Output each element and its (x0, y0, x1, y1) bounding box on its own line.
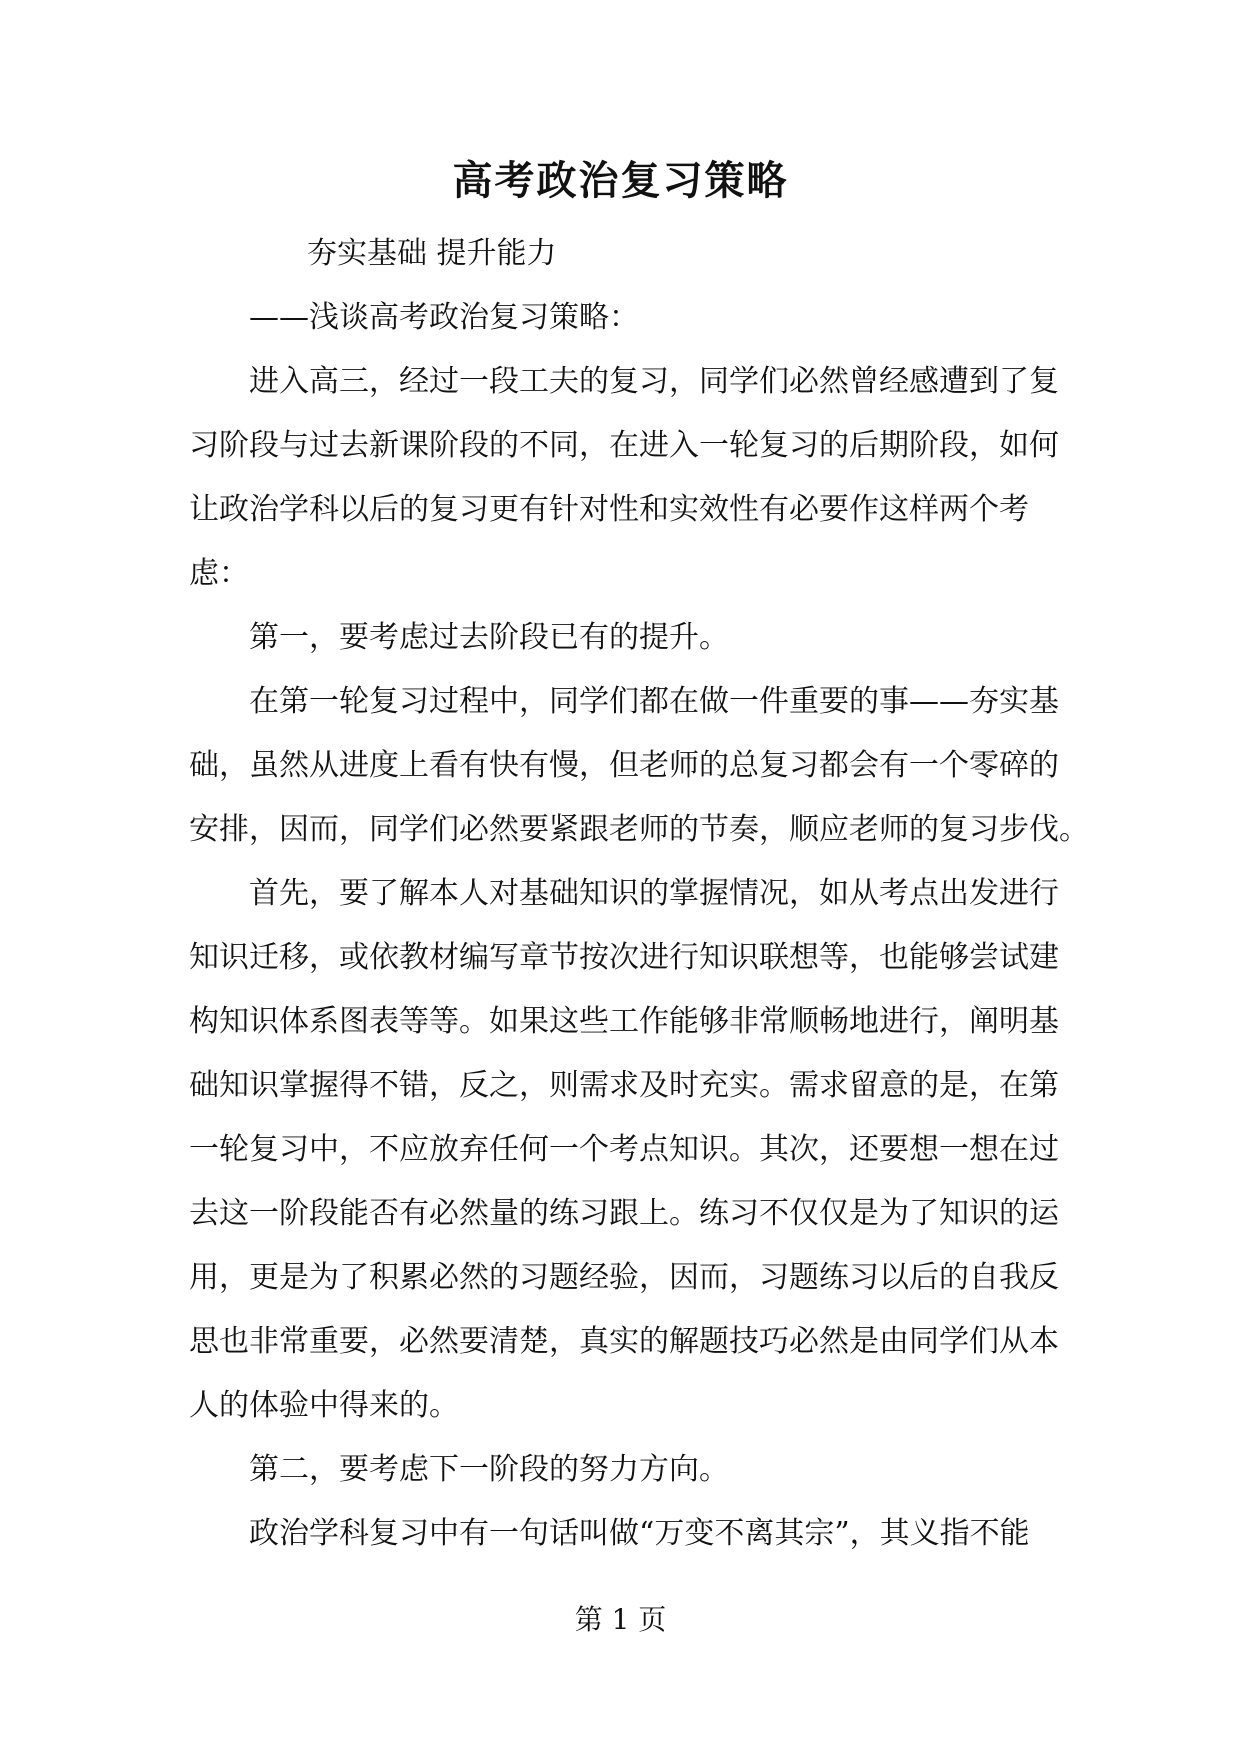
paragraph-line: 虑： (189, 556, 249, 591)
paragraph-line: 进入高三，经过一段工夫的复习，同学们必然曾经感遭到了复 (249, 364, 1059, 399)
paragraph-line: 一轮复习中，不应放弃任何一个考点知识。其次，还要想一想在过 (189, 1132, 1059, 1167)
paragraph-line: 础，虽然从进度上看有快有慢，但老师的总复习都会有一个零碎的 (189, 748, 1059, 783)
document-title: 高考政治复习策略 (452, 157, 789, 204)
paragraph-line: 在第一轮复习过程中，同学们都在做一件重要的事——夯实基 (249, 684, 1059, 719)
paragraph-line: 让政治学科以后的复习更有针对性和实效性有必要作这样两个考 (189, 492, 1029, 527)
paragraph-line: 去这一阶段能否有必然量的练习跟上。练习不仅仅是为了知识的运 (189, 1196, 1059, 1231)
paragraph-line: 安排，因而，同学们必然要紧跟老师的节奏，顺应老师的复习步伐。 (189, 812, 1089, 847)
paragraph-line: 人的体验中得来的。 (189, 1388, 459, 1423)
subtitle-line: ——浅谈高考政治复习策略： (249, 300, 639, 335)
paragraph-line: 政治学科复习中有一句话叫做“万变不离其宗”，其义指不能 (249, 1516, 1030, 1551)
paragraph-line: 用，更是为了积累必然的习题经验，因而，习题练习以后的自我反 (189, 1260, 1059, 1295)
paragraph-line: 首先，要了解本人对基础知识的掌握情况，如从考点出发进行 (249, 876, 1059, 911)
subtitle-line: 夯实基础 提升能力 (307, 236, 557, 271)
paragraph-line: 思也非常重要，必然要清楚，真实的解题技巧必然是由同学们从本 (189, 1324, 1059, 1359)
paragraph-line: 构知识体系图表等等。如果这些工作能够非常顺畅地进行，阐明基 (189, 1004, 1059, 1039)
page-number-footer: 第 1 页 (574, 1603, 667, 1636)
paragraph-line: 础知识掌握得不错，反之，则需求及时充实。需求留意的是，在第 (189, 1068, 1059, 1103)
section-heading-line: 第一，要考虑过去阶段已有的提升。 (249, 620, 729, 655)
section-heading-line: 第二，要考虑下一阶段的努力方向。 (249, 1452, 729, 1487)
paragraph-line: 知识迁移，或依教材编写章节按次进行知识联想等，也能够尝试建 (189, 940, 1059, 975)
paragraph-line: 习阶段与过去新课阶段的不同，在进入一轮复习的后期阶段，如何 (189, 428, 1059, 463)
document-body (189, 222, 1089, 1566)
